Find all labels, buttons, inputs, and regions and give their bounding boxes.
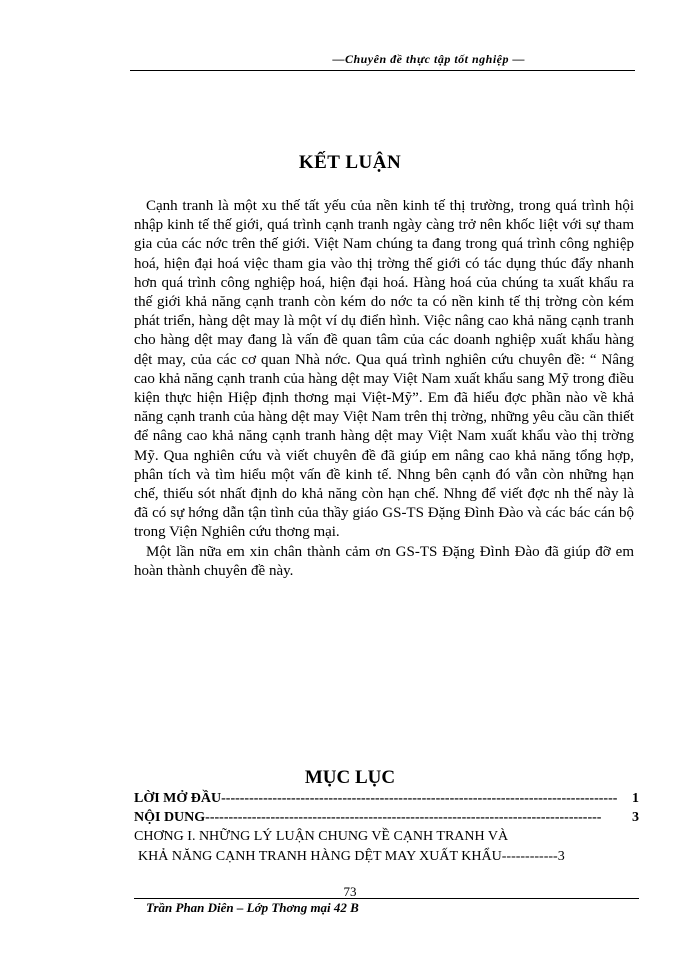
conclusion-title: KẾT LUẬN: [298, 152, 402, 173]
table-of-contents: [134, 791, 639, 869]
toc-title: MỤC LỤC: [304, 767, 396, 788]
footer-divider: [134, 898, 639, 899]
toc-leader: -------------------------------------------------------------------------------------: [221, 791, 618, 806]
footer-author: Trần Phan Diên – Lớp Thơng mại 42 B: [146, 900, 359, 915]
toc-chapter-line-1[interactable]: CHƠNG I. NHỮNG LÝ LUẬN CHUNG VỀ CẠNH TRANH VÀ: [134, 829, 509, 844]
page-header: [130, 40, 635, 71]
header-title: —Chuyên đề thực tập tốt nghiệp —: [332, 52, 525, 66]
toc-entry-intro[interactable]: [134, 791, 639, 810]
toc-entry-label: LỜI MỞ ĐẦU: [134, 791, 222, 806]
page-number: 73: [343, 884, 357, 899]
toc-leader: -------------------------------------------------------------------------------------: [205, 810, 602, 825]
conclusion-paragraph-1: Cạnh tranh là một xu thế tất yếu của nền kinh tế thị trường, trong quá trình hội nhập kinh tế thế giới, quá trình cạnh tranh ngày càng trở nên khốc liệt với sự tham gia của các nớc trên thế giới. Việt Nam chúng ta đang trong quá trình công nghiệp hoá, hiện đại hoá việc tham gia vào thị trờng thế giới có tác dụng thúc đẩy nhanh hơn quá trình công nghiệp hoá, hiện đại hoá. Hàng hoá của chúng ta xuất khẩu ra thế giới khả năng cạnh tranh còn kém do nớc ta có nền kinh tế thị trờng còn kém phát triển, hàng dệt may là một ví dụ điển hình. Việc nâng cao khả năng cạnh tranh cho hàng dệt may đang là vấn đề quan tâm của các doanh nghiệp xuất khẩu hàng dệt may, của các cơ quan Nhà nớc. Qua quá trình nghiên cứu chuyên đề: “ Nâng cao khả năng cạnh tranh của hàng dệt may Việt Nam xuất khẩu sang Mỹ trong điều kiện thực hiện Hiệp định thơng mại Việt-Mỹ”. Em đã hiểu đợc phần nào về khả năng cạnh tranh của hàng dệt may Việt Nam trên thị trờng, những yêu cầu cần thiết để nâng cao khả năng cạnh tranh hàng dệt may Việt Nam xuất khẩu vào thị trờng Mỹ. Qua nghiên cứu và viết chuyên đề đã giúp em nâng cao khả năng tổng hợp, phân tích và tìm hiểu một vấn đề kinh tế. Nhng bên cạnh đó vẫn còn những hạn chế, thiếu sót nhất định do khả năng còn hạn chế. Nhng để viết đợc nh thế này là đã có sự hớng dẫn tận tình của thầy giáo GS-TS Đặng Đình Đào và các bác cán bộ trong Viện Nghiên cứu thơng mại.: [134, 198, 634, 541]
conclusion-paragraph-2: Một lần nữa em xin chân thành cảm ơn GS-TS Đặng Đình Đào đã giúp đỡ em hoàn thành chuyên đề này.: [134, 543, 634, 579]
toc-page-number: 1: [632, 791, 639, 806]
toc-entry-content[interactable]: [134, 810, 639, 829]
toc-page-number: 3: [632, 810, 639, 825]
toc-entry-label: NỘI DUNG: [134, 810, 206, 825]
toc-chapter-line-2[interactable]: KHẢ NĂNG CẠNH TRANH HÀNG DỆT MAY XUẤT KHẨU------------3: [138, 849, 565, 864]
conclusion-body: [134, 197, 634, 581]
